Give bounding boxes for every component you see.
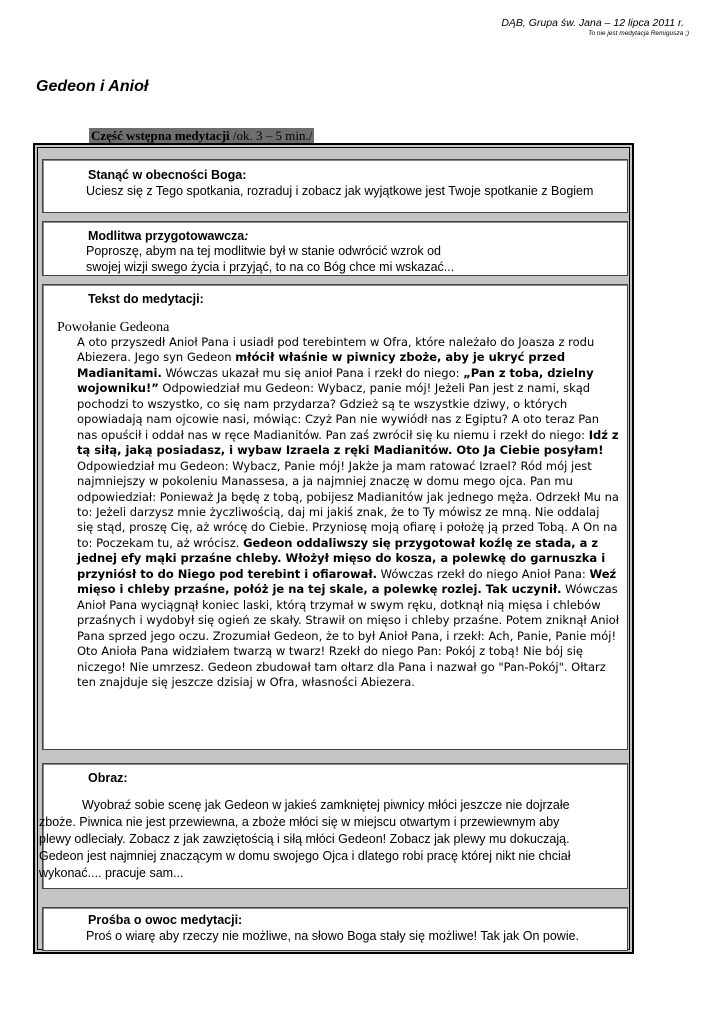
image-line-5: wykonać.... pracuje sam...: [39, 866, 184, 880]
section-title: [89, 128, 314, 144]
header-note: To nie jest medytacja Remigusza ;): [588, 30, 689, 37]
passage-bold-segment: „Pan z toba, dzielny wojowniku!”: [77, 365, 594, 396]
request-text: Proś o wiarę aby rzeczy nie możliwe, na słowo Boga stały się możliwe! Tak jak On powie.: [86, 929, 580, 943]
presence-label: Stanąć w obecności Boga:: [88, 168, 247, 182]
box-request: [42, 907, 628, 951]
box-prayer: [42, 221, 628, 276]
passage-segment: Odpowiedział mu Gedeon: Wybacz, Panie mój! Jakże ja mam ratować Izrael? Ród mój jest najmniejszy w pokoleniu Manassesa, a ja najmniej znaczę w domu mego ojca. Pan mu odpowiedział: Ponieważ Ja będę z tobą, pobijesz Madianitów jak jednego męża. Odrzekł Mu na to: Jeżeli darzysz mnie życzliwością, daj mi jakiś znak, że to Ty mówisz ze mną. Nie oddalaj się stąd, proszę Cię, aż wrócę do Ciebie. Przyniosę moją ofiarę i położę ją przed Tobą. A On na to: Poczekam tu, aż wrócisz.: [77, 458, 619, 550]
section-title-duration: /ok. 3 – 5 min./: [229, 128, 313, 143]
image-line-2: zboże. Piwnica nie jest przewiewna, a zboże młóci się w miejscu otwartym i przewiewnym aby: [39, 815, 560, 829]
box-presence: [42, 159, 628, 213]
image-line-4: Gedeon jest najmniej znaczącym w domu swojego Ojca i dlatego robi pracę której nikt nie chciał: [39, 849, 571, 863]
passage-bold-segment: Gedeon oddaliwszy się przygotował koźlę ze stada, a z jednej efy mąki przaśne chleby. Włożył mięso do kosza, a polewkę do garnuszka i przyniósł to do Niego pod terebint i ofiarował.: [77, 535, 606, 581]
prayer-line-2: swojej wizji swego życia i przyjąć, to na co Bóg chce mi wskazać...: [86, 260, 455, 274]
prayer-line-1: Poproszę, abym na tej modlitwie był w stanie odwrócić wzrok od: [86, 244, 442, 258]
request-label: Prośba o owoc medytacji:: [88, 913, 243, 927]
passage-segment: Wówczas Anioł Pana wyciągnął koniec laski, którą trzymał w swym ręku, dotknął nią mięsa i chlebów przaśnych i wydobył się ogień ze skały. Strawił on mięso i chleby przaśne. Potem zniknął Anioł Pana sprzed jego oczu. Zrozumiał Gedeon, że to był Anioł Pana, i rzekł: Ach, Panie, Panie mój! Oto Anioła Pana widziałem twarzą w twarz! Rzekł do niego Pan: Pokój z tobą! Nie bój się niczego! Nie umrzesz. Gedeon zbudował tam ołtarz dla Pana i nazwał go "Pan-Pokój". Ołtarz ten znajduje się jeszcze dzisiaj w Ofra, własności Abiezera.: [77, 582, 619, 689]
page-title: Gedeon i Anioł: [36, 78, 149, 95]
header-date: DĄB, Grupa św. Jana – 12 lipca 2011 r.: [501, 17, 684, 29]
passage-title: Powołanie Gedeona: [57, 320, 170, 335]
passage-text: [77, 335, 619, 690]
passage-bold-segment: Idź z tą siłą, jaką posiadasz, i wybaw Izraela z ręki Madianitów. Oto Ja Ciebie posyłam!: [77, 427, 619, 458]
passage-bold-segment: młócił właśnie w piwnicy zboże, aby je ukryć przed Madianitami.: [77, 350, 566, 380]
passage-segment: Odpowiedział mu Gedeon: Wybacz, panie mój! Jeżeli Pan jest z nami, skąd pochodzi to wszystko, co się nam przydarza? Gdzież są te wszystkie dziwy, o których opowiadają nam ojcowie nasi, mówiąc: Czyż Pan nie wywiódł nas z Egiptu? A oto teraz Pan nas opuścił i oddał nas w ręce Madianitów. Pan zaś zwrócił się ku niemu i rzekł do niego:: [77, 381, 600, 442]
prayer-label: [88, 229, 248, 243]
presence-text: Uciesz się z Tego spotkania, rozraduj i zobacz jak wyjątkowe jest Twoje spotkanie z Bogiem: [86, 184, 594, 198]
passage-segment: Wówczas ukazał mu się anioł Pana i rzekł do niego:: [161, 365, 464, 380]
passage-bold-segment: Weź mięso i chleby przaśne, połóż je na tej skale, a polewkę rozlej. Tak uczynił.: [77, 566, 617, 597]
image-line-1: Wyobraź sobie scenę jak Gedeon w jakieś zamkniętej piwnicy młóci jeszcze nie dojrzałe: [82, 798, 570, 812]
image-label: Obraz:: [88, 771, 128, 785]
prayer-label-colon: :: [244, 229, 249, 243]
section-title-bold: Część wstępna medytacji: [91, 128, 230, 143]
passage-segment: Wówczas rzekł do niego Anioł Pana:: [377, 566, 590, 581]
image-line-3: plewy odleciały. Zobacz z jak zawziętością i siłą młóci Gedeon! Zobacz jak plewy mu dokuczają.: [39, 832, 570, 846]
passage-segment: A oto przyszedł Anioł Pana i usiadł pod terebintem w Ofra, które należało do Joasza z rodu Abiezera. Jego syn Gedeon: [77, 335, 595, 365]
box-text: [42, 284, 628, 750]
prayer-label-text: Modlitwa przygotowawcza: [88, 229, 245, 243]
text-label: Tekst do medytacji:: [88, 292, 204, 306]
